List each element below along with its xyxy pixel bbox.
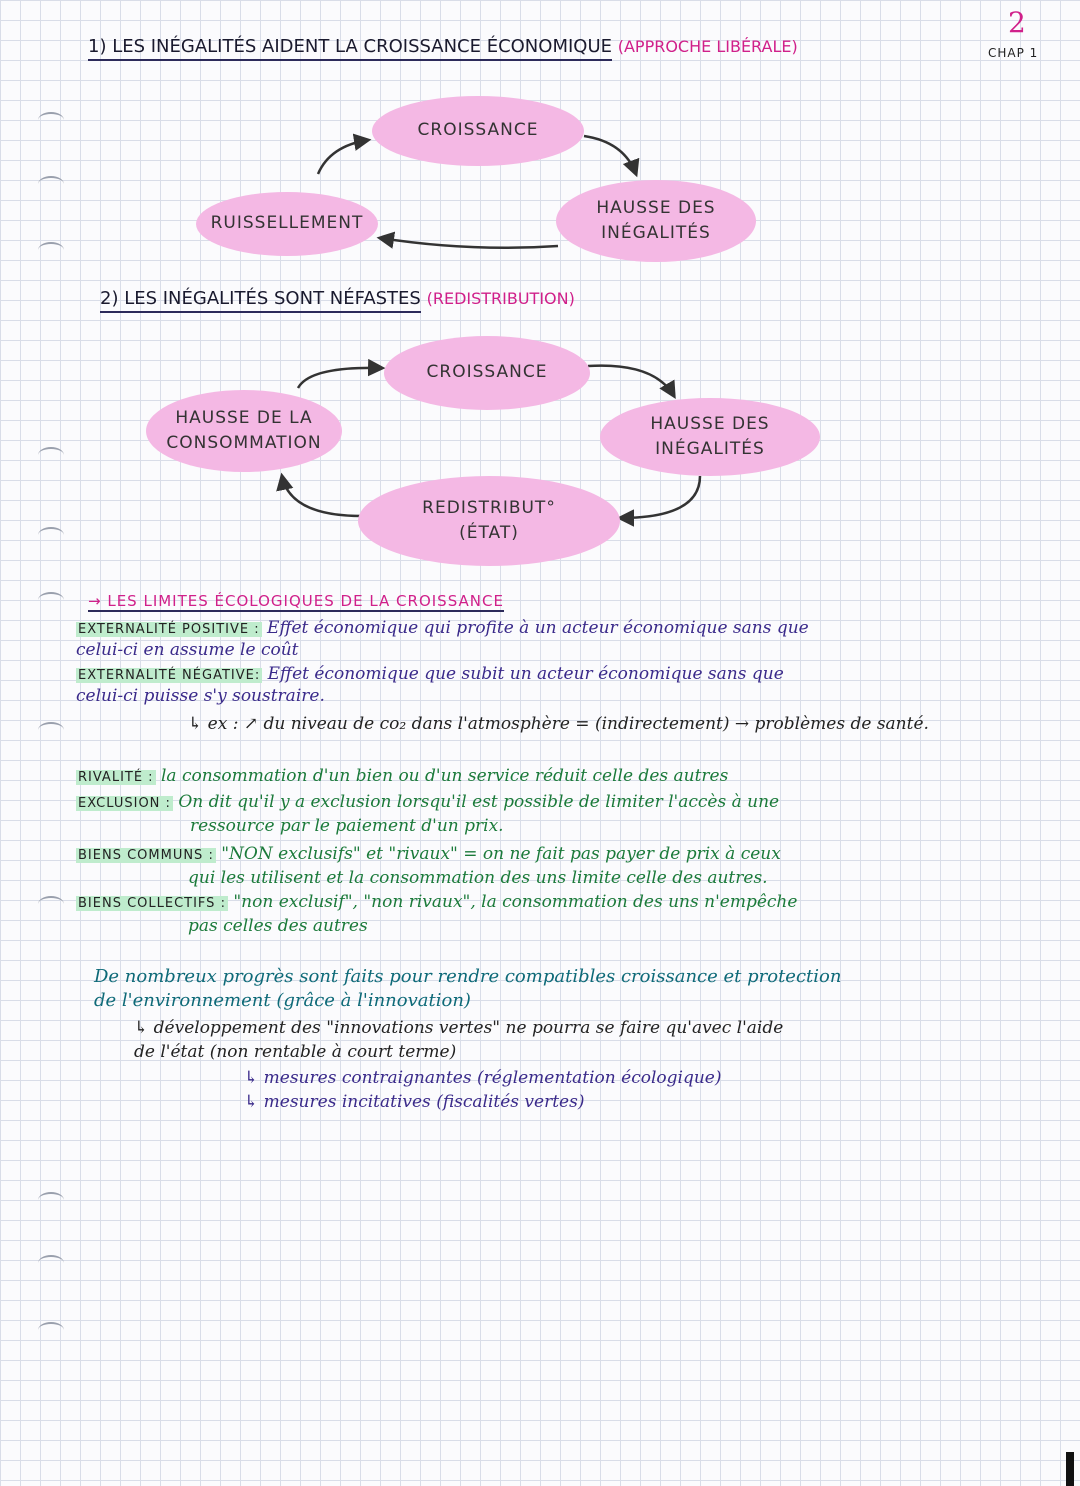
section2-title	[100, 288, 575, 309]
section3-title: → LES LIMITES ÉCOLOGIQUES DE LA CROISSANCE	[88, 592, 504, 610]
biens-collectifs-def-cont: pas celles des autres	[188, 916, 368, 936]
biens-communs-def-cont: qui les utilisent et la consommation des uns limite celle des autres.	[188, 868, 768, 888]
section1-subtitle: (APPROCHE LIBÉRALE)	[617, 37, 798, 56]
arrow-consommation-to-croissance	[298, 368, 382, 388]
biens-collectifs-term: BIENS COLLECTIFS :	[78, 896, 226, 911]
arrow-inegalites-to-redistribution	[620, 476, 700, 518]
externalite-negative-def-cont: celui-ci puisse s'y soustraire.	[76, 686, 325, 706]
externalite-positive-def: Effet économique qui profite à un acteur économique sans que	[267, 618, 809, 638]
externalite-positive-row	[76, 618, 809, 638]
binder-hole	[38, 1255, 64, 1271]
biens-communs-def: "NON exclusifs" et "rivaux" = on ne fait pas payer de prix à ceux	[221, 844, 781, 864]
arrow-redistribution-to-consommation	[282, 476, 362, 516]
binder-hole	[38, 722, 64, 738]
node-ruissellement: RUISSELLEMENT	[196, 192, 378, 256]
example-co2: ↳ ex : ↗ du niveau de co₂ dans l'atmosphère = (indirectement) → problèmes de santé.	[188, 714, 929, 734]
arrow-croissance-to-inegalites	[584, 136, 636, 174]
progress-para-line3: ↳ développement des "innovations vertes" ne pourra se faire qu'avec l'aide	[134, 1018, 784, 1038]
binder-hole	[38, 1192, 64, 1208]
progress-para-line4: de l'état (non rentable à court terme)	[134, 1042, 457, 1062]
node-redistribution: REDISTRIBUT° (ÉTAT)	[358, 476, 620, 566]
progress-para-line1: De nombreux progrès sont faits pour rendre compatibles croissance et protection	[94, 966, 842, 987]
externalite-positive-term: EXTERNALITÉ POSITIVE :	[78, 622, 260, 637]
externalite-positive-def-cont: celui-ci en assume le coût	[76, 640, 299, 660]
page-number: 2	[1008, 6, 1026, 39]
arrow-ruissellement-to-croissance	[318, 140, 368, 174]
exclusion-row	[76, 792, 779, 812]
node-hausse-inegalites-1: HAUSSE DES INÉGALITÉS	[556, 180, 756, 262]
binder-hole	[38, 1322, 64, 1338]
node-croissance-2: CROISSANCE	[384, 336, 590, 410]
arrow-inegalites-to-ruissellement	[380, 238, 558, 248]
section2-subtitle: (REDISTRIBUTION)	[426, 289, 575, 308]
node-hausse-consommation: HAUSSE DE LA CONSOMMATION	[146, 390, 342, 472]
node-hausse-inegalites-2: HAUSSE DES INÉGALITÉS	[600, 398, 820, 476]
biens-collectifs-def: "non exclusif", "non rivaux", la consommation des uns n'empêche	[233, 892, 798, 912]
section2-title-text: 2) LES INÉGALITÉS SONT NÉFASTES	[100, 288, 421, 313]
externalite-negative-row	[76, 664, 784, 684]
externalite-negative-term: EXTERNALITÉ NÉGATIVE:	[78, 668, 261, 683]
biens-communs-row	[76, 844, 781, 864]
exclusion-def-cont: ressource par le paiement d'un prix.	[190, 816, 504, 836]
progress-para-line6: ↳ mesures incitatives (fiscalités vertes)	[244, 1092, 585, 1112]
section1-title-text: 1) LES INÉGALITÉS AIDENT LA CROISSANCE ÉCONOMIQUE	[88, 36, 612, 61]
node-croissance-1: CROISSANCE	[372, 96, 584, 166]
progress-para-line5: ↳ mesures contraignantes (réglementation écologique)	[244, 1068, 722, 1088]
rivalite-row	[76, 766, 728, 786]
rivalite-def: la consommation d'un bien ou d'un service réduit celle des autres	[160, 766, 729, 786]
biens-collectifs-row	[76, 892, 797, 912]
binder-hole	[38, 896, 64, 912]
chapter-label: CHAP 1	[988, 46, 1039, 60]
exclusion-term: EXCLUSION :	[78, 796, 171, 811]
biens-communs-term: BIENS COMMUNS :	[78, 848, 214, 863]
rivalite-term: RIVALITÉ :	[78, 770, 154, 785]
progress-para-line2: de l'environnement (grâce à l'innovation)	[94, 990, 471, 1011]
arrow-croissance-to-inegalites-2	[588, 366, 674, 396]
page-edge-marker	[1066, 1452, 1074, 1486]
externalite-negative-def: Effet économique que subit un acteur économique sans que	[267, 664, 784, 684]
exclusion-def: On dit qu'il y a exclusion lorsqu'il est possible de limiter l'accès à une	[178, 792, 780, 812]
